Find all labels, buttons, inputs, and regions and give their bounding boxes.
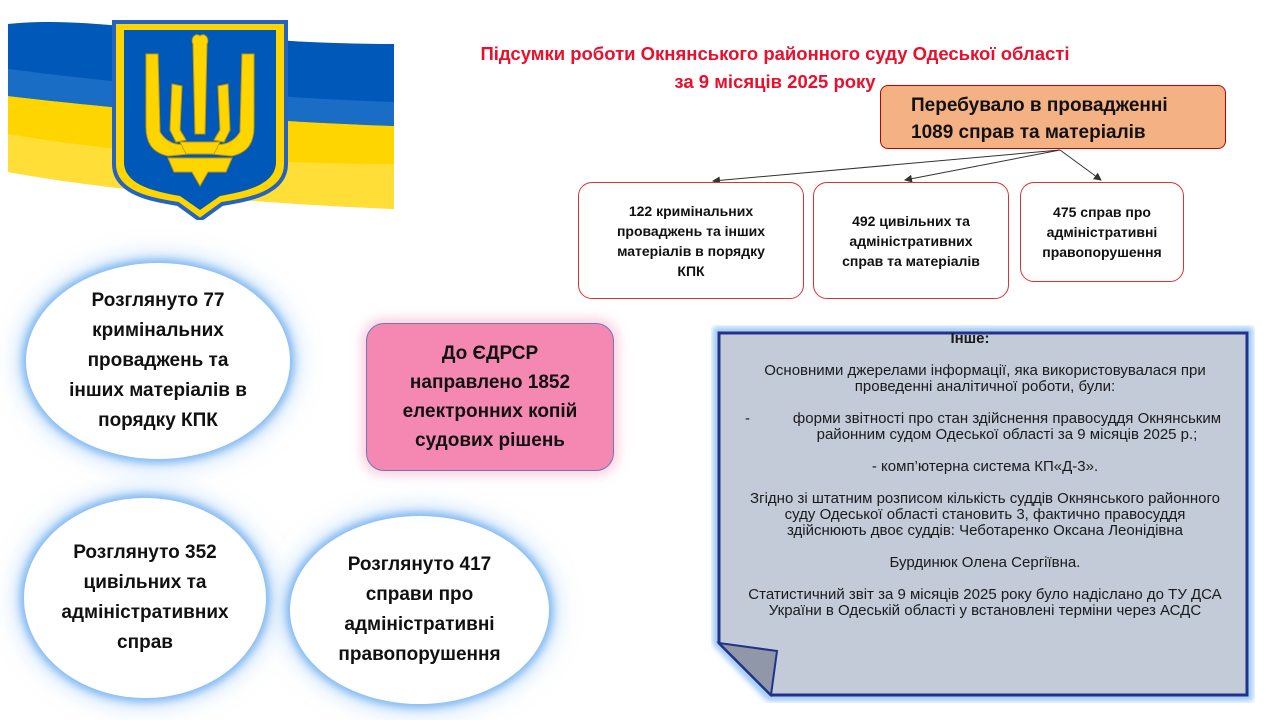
title-line-2: за 9 місяців 2025 року (674, 71, 876, 92)
breakdown-arrows (0, 0, 1280, 200)
info-heading: Інше: (950, 330, 990, 347)
total-cases-line-2: 1089 справ та матеріалів (911, 122, 1146, 143)
title-line-1: Підсумки роботи Окнянського районного суду Одеської області (480, 43, 1070, 64)
criminal-cases-box (578, 182, 804, 299)
info-bullet-reports-text: форми звітності про стан здійснення правосуддя Окнянським районним судом Одеської області за 9 місяців 2025 р.; (792, 410, 1222, 443)
arrow-to-civil (905, 150, 1060, 180)
info-judge-name: Бурдинюк Олена Сергіївна. (889, 554, 1081, 571)
arrow-to-criminal (713, 150, 1060, 181)
info-content (711, 325, 1255, 703)
bullet-dash: - (745, 410, 750, 427)
admin-offences-text: 475 справ про адміністративні правопорушення (1042, 204, 1162, 260)
info-panel (711, 325, 1255, 703)
arrow-to-admin (1060, 150, 1101, 180)
admin-offences-box (1020, 182, 1184, 282)
info-paragraph-report: Статистичний звіт за 9 місяців 2025 року було надіслано до ТУ ДСА України в Одеській області у встановлені терміни через АСДС (748, 586, 1222, 619)
info-paragraph-sources: Основними джерелами інформації, яка використовувалася при проведенні аналітичної роботи, були: (764, 362, 1206, 395)
edrsr-text: До ЄДРСР направлено 1852 електронних копій судових рішень (402, 343, 578, 451)
info-bullet-reports (745, 411, 1225, 443)
considered-admin-ellipse (290, 516, 549, 704)
civil-cases-box (813, 182, 1009, 299)
edrsr-box (366, 323, 614, 471)
considered-civil-text: Розглянуто 352 цивільних та адміністративних справ (61, 542, 229, 653)
considered-criminal-ellipse (26, 263, 290, 459)
considered-civil-ellipse (24, 498, 266, 698)
considered-criminal-text: Розглянуто 77 кримінальних проваджень та інших матеріалів в порядку КПК (69, 290, 247, 431)
info-paragraph-judges: Згідно зі штатним розписом кількість суддів Окнянського районного суду Одеської області становить 3, фактично правосуддя здійснюють двоє суддів: Чеботаренко Оксана Леонідівна (750, 490, 1220, 539)
info-bullet-system: - комп’ютерна система КП«Д-3». (871, 458, 1099, 475)
civil-cases-text: 492 цивільних та адміністративних справ та матеріалів (842, 212, 980, 269)
considered-admin-text: Розглянуто 417 справи про адміністративні правопорушення (338, 554, 501, 665)
criminal-cases-text: 122 кримінальних проваджень та інших матеріалів в порядку КПК (616, 202, 766, 279)
total-cases-line-1: Перебувало в провадженні (911, 95, 1168, 116)
